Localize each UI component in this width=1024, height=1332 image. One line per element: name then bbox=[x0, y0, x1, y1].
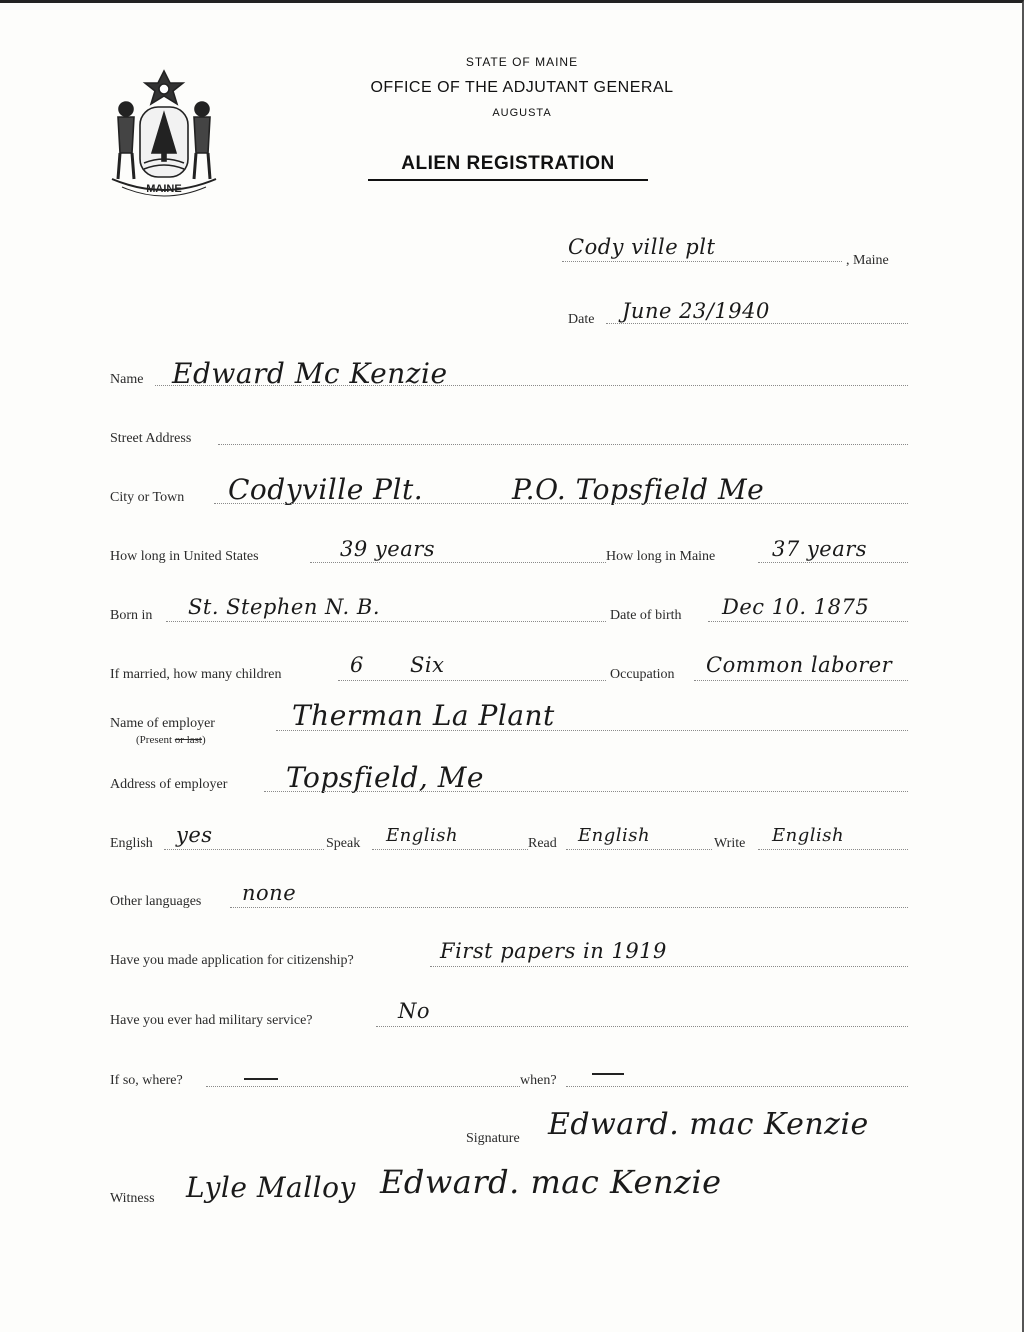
citizenship-label: Have you made application for citizenship? bbox=[110, 953, 354, 968]
street-address-label: Street Address bbox=[110, 431, 192, 446]
header-city: AUGUSTA bbox=[492, 107, 552, 119]
how-long-us-line bbox=[310, 562, 606, 563]
employer-sub-present: (Present bbox=[136, 734, 175, 746]
when-dash bbox=[592, 1073, 624, 1075]
city-label: City or Town bbox=[110, 490, 185, 505]
write-line bbox=[758, 849, 908, 850]
name-line bbox=[155, 385, 908, 386]
write-value: English bbox=[772, 825, 845, 846]
occupation-line bbox=[694, 680, 908, 681]
name-label: Name bbox=[110, 372, 144, 387]
read-line bbox=[566, 849, 712, 850]
dob-label: Date of birth bbox=[610, 608, 682, 623]
employer-sub-last: or last bbox=[174, 734, 202, 746]
where-line bbox=[206, 1086, 520, 1087]
english-label: English bbox=[110, 836, 153, 851]
street-address-line bbox=[218, 444, 908, 445]
employer-address-line bbox=[264, 791, 908, 792]
military-value: No bbox=[398, 999, 431, 1023]
born-in-line bbox=[166, 621, 606, 622]
date-line bbox=[606, 323, 908, 324]
military-line bbox=[376, 1026, 908, 1027]
how-long-maine-value: 37 years bbox=[772, 537, 868, 561]
name-value: Edward Mc Kenzie bbox=[172, 357, 448, 390]
english-value: yes bbox=[176, 823, 213, 847]
how-long-us-value: 39 years bbox=[340, 537, 436, 561]
occupation-label: Occupation bbox=[610, 667, 675, 682]
children-num-value: 6 bbox=[350, 653, 364, 677]
how-long-us-label: How long in United States bbox=[110, 549, 259, 564]
citizenship-value: First papers in 1919 bbox=[440, 939, 667, 963]
employer-line bbox=[276, 730, 908, 731]
date-label: Date bbox=[568, 312, 595, 327]
born-in-label: Born in bbox=[110, 608, 153, 623]
town-value: Cody ville plt bbox=[568, 235, 716, 259]
when-label: when? bbox=[520, 1073, 557, 1088]
city-line bbox=[214, 503, 908, 504]
occupation-value: Common laborer bbox=[706, 653, 893, 677]
children-label: If married, how many children bbox=[110, 667, 282, 682]
maine-label: , Maine bbox=[846, 253, 889, 268]
where-label: If so, where? bbox=[110, 1073, 183, 1088]
employer-label: Name of employer bbox=[110, 716, 215, 731]
speak-label: Speak bbox=[326, 836, 361, 851]
witness-value: Lyle Malloy bbox=[186, 1171, 356, 1204]
date-value: June 23/1940 bbox=[622, 299, 770, 323]
signature-value: Edward. mac Kenzie bbox=[548, 1107, 869, 1142]
how-long-maine-line bbox=[758, 562, 908, 563]
form-title: ALIEN REGISTRATION bbox=[368, 153, 648, 181]
seal-text: MAINE bbox=[146, 183, 182, 195]
town-line bbox=[562, 261, 842, 262]
citizenship-line bbox=[430, 966, 908, 967]
witness-label: Witness bbox=[110, 1191, 155, 1206]
speak-line bbox=[372, 849, 528, 850]
children-line bbox=[338, 680, 606, 681]
signature-label: Signature bbox=[466, 1131, 520, 1146]
employer-address-value: Topsfield, Me bbox=[286, 761, 484, 794]
employer-sublabel bbox=[136, 734, 206, 746]
dob-line bbox=[708, 621, 908, 622]
read-value: English bbox=[578, 825, 651, 846]
when-line bbox=[566, 1086, 908, 1087]
employer-value: Therman La Plant bbox=[292, 699, 555, 732]
employer-sub-close: ) bbox=[202, 734, 206, 746]
write-label: Write bbox=[714, 836, 746, 851]
born-in-value: St. Stephen N. B. bbox=[188, 595, 381, 619]
dob-value: Dec 10. 1875 bbox=[722, 595, 870, 619]
city-value: Codyville Plt. bbox=[228, 473, 424, 506]
employer-address-label: Address of employer bbox=[110, 777, 228, 792]
witness-signature-value: Edward. mac Kenzie bbox=[380, 1163, 722, 1201]
children-word-value: Six bbox=[410, 653, 445, 677]
speak-value: English bbox=[386, 825, 459, 846]
read-label: Read bbox=[528, 836, 557, 851]
english-line bbox=[164, 849, 324, 850]
other-languages-label: Other languages bbox=[110, 894, 202, 909]
where-dash bbox=[244, 1078, 278, 1080]
header-state: STATE OF MAINE bbox=[465, 55, 579, 69]
military-label: Have you ever had military service? bbox=[110, 1013, 313, 1028]
header-office: OFFICE OF THE ADJUTANT GENERAL bbox=[370, 79, 674, 96]
other-languages-line bbox=[230, 907, 908, 908]
po-value: P.O. Topsfield Me bbox=[512, 473, 765, 506]
other-languages-value: none bbox=[242, 881, 297, 905]
how-long-maine-label: How long in Maine bbox=[606, 549, 716, 564]
